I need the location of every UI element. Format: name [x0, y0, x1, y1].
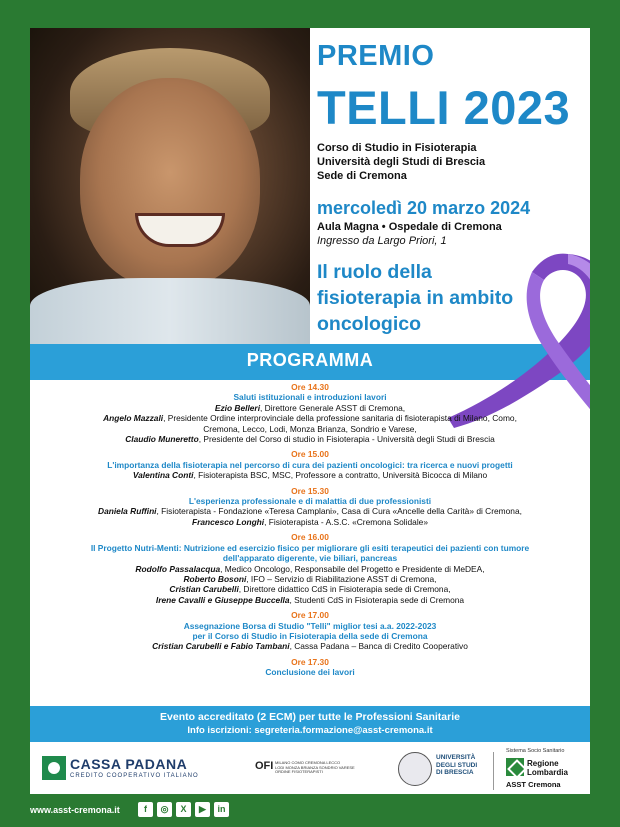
speaker-role: Cremona, Lecco, Lodi, Monza Brianza, Sondrio e Varese, — [203, 423, 417, 434]
asst-name: ASST Cremona — [506, 780, 561, 789]
sistema-label: Sistema Socio Sanitario — [506, 748, 565, 754]
agenda — [30, 382, 590, 683]
speaker-name: Cristian Carubelli e Fabio Tambani — [152, 641, 290, 652]
agenda-speaker — [30, 403, 590, 413]
agenda-time: Ore 15.30 — [291, 485, 329, 496]
portrait-photo — [30, 28, 310, 344]
ofi-line: LODI MONZA BRIANZA SONDRIO VARESE — [275, 764, 355, 770]
uni-line: DI BRESCIA — [436, 769, 474, 776]
agenda-speaker — [30, 517, 590, 527]
agenda-time: Ore 17.00 — [291, 610, 329, 621]
agenda-title: Conclusione dei lavori — [265, 667, 355, 678]
agenda-speaker — [30, 641, 590, 651]
agenda-speaker — [30, 470, 590, 480]
ofi-text — [275, 761, 355, 775]
speaker-name: Daniela Ruffini — [98, 506, 157, 517]
agenda-title: per il Corso di Studio in Fisioterapia della sede di Cremona — [192, 630, 428, 641]
youtube-icon[interactable]: ▶ — [195, 802, 210, 817]
accreditation-text: Evento accreditato (2 ECM) per tutte le Professioni Sanitarie — [160, 711, 460, 723]
instagram-icon[interactable]: ◎ — [157, 802, 172, 817]
university-seal-icon — [398, 752, 432, 786]
agenda-title: Il Progetto Nutri-Menti: Nutrizione ed esercizio fisico per migliorare gli esiti terapeutici dei pazienti con tumore — [90, 542, 530, 553]
ofi-mark: OFI — [255, 760, 274, 772]
telli-title: TELLI 2023 — [317, 81, 571, 134]
cassa-padana-name: CASSA PADANA — [70, 756, 188, 772]
agenda-time: Ore 15.00 — [291, 449, 329, 460]
ofi-line: MILANO COMO CREMONA LECCO — [275, 760, 341, 765]
linkedin-icon[interactable]: in — [214, 802, 229, 817]
uni-line: DEGLI STUDI — [436, 761, 478, 769]
regione-line: Regione — [527, 759, 559, 768]
agenda-speaker — [30, 574, 590, 584]
speaker-name: Angelo Mazzali — [103, 413, 164, 424]
speaker-role: , Presidente del Corso di studio in Fisioterapia - Università degli Studi di Brescia — [198, 434, 495, 445]
course-line: Corso di Studio in Fisioterapia — [317, 142, 477, 154]
agenda-item — [30, 532, 590, 605]
speaker-role: , Studenti CdS in Fisioterapia sede di Cremona — [289, 594, 465, 605]
speaker-role: , Fisioterapista - A.S.C. «Cremona Solidale» — [264, 516, 428, 527]
social-icons — [138, 802, 229, 817]
speaker-role: , Direttore Generale ASST di Cremona, — [260, 402, 406, 413]
agenda-speaker — [30, 564, 590, 574]
premio-title: PREMIO — [317, 40, 435, 72]
facebook-icon[interactable]: f — [138, 802, 153, 817]
speaker-role: , Fisioterapista BSC, MSC, Professore a contratto, Università Bicocca di Milano — [193, 470, 488, 481]
programma-title: PROGRAMMA — [246, 350, 374, 370]
agenda-time: Ore 17.30 — [291, 656, 329, 667]
topic-line: fisioterapia in ambito — [317, 287, 514, 309]
speaker-name: Valentina Conti — [132, 470, 194, 481]
university-name — [436, 754, 477, 777]
agenda-title: L'esperienza professionale e di malattia di due professionisti — [188, 496, 432, 507]
agenda-speaker — [30, 424, 590, 434]
ofi-logo — [255, 760, 375, 780]
logo-divider — [493, 752, 494, 790]
agenda-item — [30, 449, 590, 480]
event-entrance: Ingresso da Largo Priori, 1 — [317, 235, 447, 247]
agenda-item — [30, 657, 590, 678]
x-icon[interactable]: X — [176, 802, 191, 817]
topic-line: Il ruolo della — [317, 261, 432, 283]
sponsor-logos — [30, 746, 590, 794]
regione-lombardia-icon — [506, 758, 524, 776]
agenda-speaker — [30, 434, 590, 444]
speaker-name: Rodolfo Passalacqua — [135, 563, 221, 574]
agenda-title: Assegnazione Borsa di Studio "Telli" miglior tesi a.a. 2022-2023 — [183, 620, 437, 631]
agenda-time: Ore 14.30 — [291, 382, 329, 392]
course-info — [317, 141, 485, 183]
speaker-name: Ezio Belleri — [214, 402, 261, 413]
agenda-speaker — [30, 413, 590, 423]
speaker-name: Francesco Longhi — [192, 516, 265, 527]
agenda-item — [30, 610, 590, 652]
speaker-role: , Medico Oncologo, Responsabile del Progetto e Presidente di MeDEA, — [220, 563, 485, 574]
speaker-role: , Presidente Ordine interprovinciale della professione sanitaria di fisioterapista di Milano, Como, — [163, 413, 517, 424]
agenda-speaker — [30, 595, 590, 605]
agenda-title: L'importanza della fisioterapia nel percorso di cura dei pazienti oncologici: tra ricerca e nuovi progetti — [107, 459, 513, 470]
cassa-padana-logo-icon — [42, 756, 66, 780]
accreditation-band — [30, 706, 590, 742]
event-date: mercoledì 20 marzo 2024 — [317, 198, 531, 218]
agenda-speaker — [30, 584, 590, 594]
ofi-line: ORDINE FISIOTERAPISTI — [275, 769, 323, 774]
speaker-name: Cristian Carubelli — [169, 584, 239, 595]
agenda-title: dell'apparato digerente, vie biliari, pancreas — [222, 553, 398, 564]
poster — [30, 28, 590, 794]
speaker-role: , Cassa Padana – Banca di Credito Cooperativo — [289, 641, 468, 652]
registration-info[interactable]: Info iscrizioni: segreteria.formazione@asst-cremona.it — [187, 725, 433, 736]
agenda-title: Saluti istituzionali e introduzioni lavori — [233, 392, 387, 403]
regione-name — [527, 759, 568, 777]
agenda-item — [30, 382, 590, 444]
event-venue: Aula Magna • Ospedale di Cremona — [317, 221, 502, 233]
speaker-role: , IFO – Servizio di Riabilitazione ASST di Cremona, — [246, 573, 437, 584]
speaker-name: Irene Cavalli e Giuseppe Buccella — [155, 594, 290, 605]
course-line: Università degli Studi di Brescia — [317, 156, 486, 168]
topic-line: oncologico — [317, 313, 421, 335]
course-line: Sede di Cremona — [317, 170, 407, 182]
speaker-name: Roberto Bosoni — [183, 573, 247, 584]
speaker-role: , Fisioterapista - Fondazione «Teresa Camplani», Casa di Cura «Ancelle della Carità» di Cremona, — [156, 506, 522, 517]
speaker-role: , Direttore didattico CdS in Fisioterapia sede di Cremona, — [238, 584, 451, 595]
uni-line: UNIVERSITÀ — [436, 754, 476, 761]
regione-line: Lombardia — [527, 768, 568, 777]
speaker-name: Claudio Muneretto — [125, 434, 199, 445]
agenda-time: Ore 16.00 — [291, 532, 329, 543]
agenda-speaker — [30, 506, 590, 516]
website-link[interactable]: www.asst-cremona.it — [30, 805, 120, 815]
cassa-padana-subtitle: CREDITO COOPERATIVO ITALIANO — [70, 773, 199, 779]
agenda-item — [30, 486, 590, 528]
